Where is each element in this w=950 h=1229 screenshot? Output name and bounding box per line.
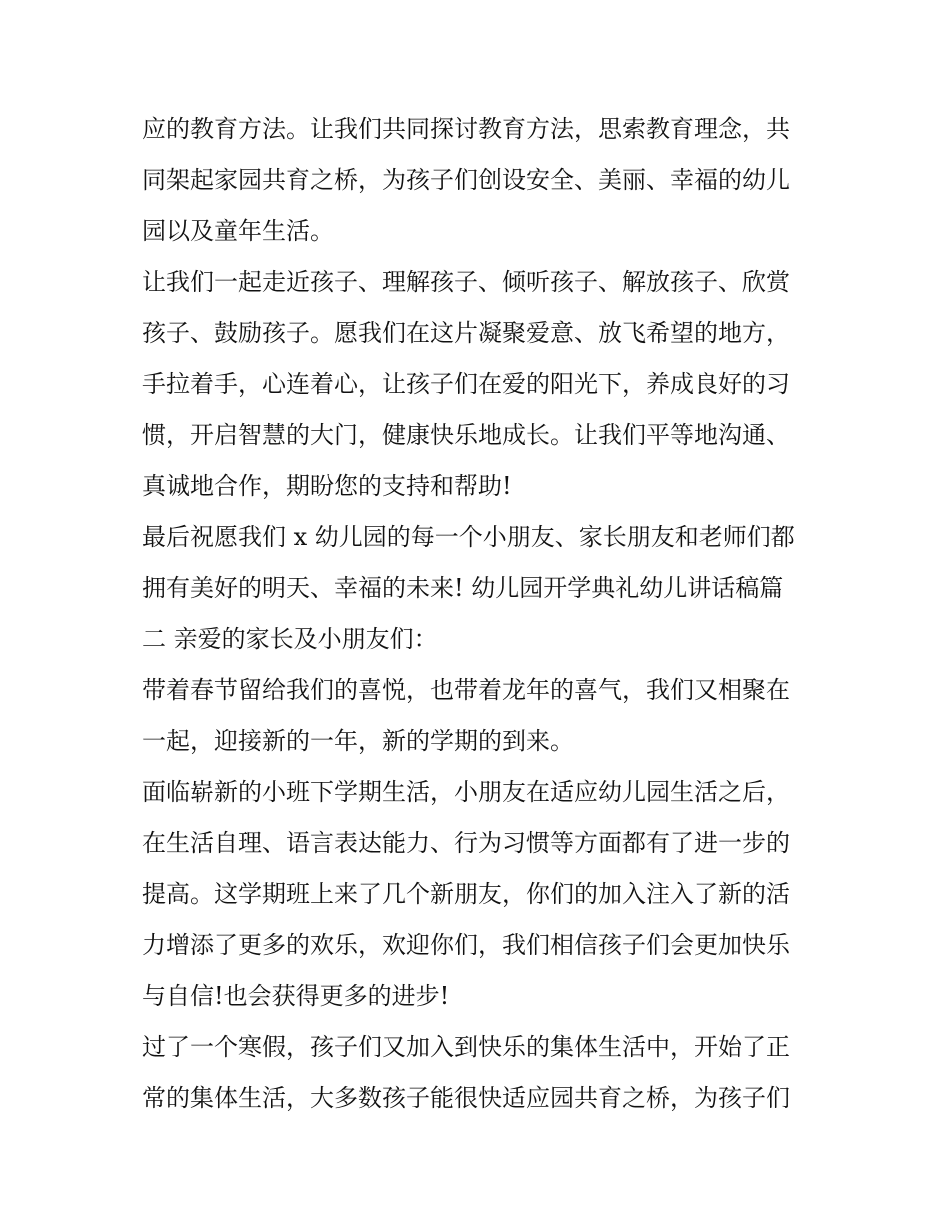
text-line-4: 让我们一起走近孩子、理解孩子、倾听孩子、解放孩子、欣赏 [142,268,790,296]
text-line-5: 孩子、鼓励孩子。愿我们在这片凝聚爱意、放飞希望的地方， [142,319,790,347]
text-line-12: 带着春节留给我们的喜悦，也带着龙年的喜气，我们又相聚在 [142,676,790,704]
text-line-10: 拥有美好的明天、幸福的未来! 幼儿园开学典礼幼儿讲话稿篇 [142,574,784,602]
text-line-15: 在生活自理、语言表达能力、行为习惯等方面都有了进一步的 [142,829,790,857]
text-line-7: 惯，开启智慧的大门，健康快乐地成长。让我们平等地沟通、 [142,421,790,449]
text-line-6: 手拉着手，心连着心，让孩子们在爱的阳光下，养成良好的习 [142,370,790,398]
text-line-13: 一起，迎接新的一年，新的学期的到来。 [142,727,574,755]
text-line-17: 力增添了更多的欢乐，欢迎你们，我们相信孩子们会更加快乐 [142,931,790,959]
text-line-11: 二 亲爱的家长及小朋友们： [142,625,438,653]
text-line-2: 同架起家园共育之桥，为孩子们创设安全、美丽、幸福的幼儿 [142,166,790,194]
text-line-1: 应的教育方法。让我们共同探讨教育方法，思索教育理念，共 [142,115,790,143]
text-line-19: 过了一个寒假，孩子们又加入到快乐的集体生活中，开始了正 [142,1033,790,1061]
text-line-18: 与自信!也会获得更多的进步! [142,982,450,1010]
text-line-14: 面临崭新的小班下学期生活，小朋友在适应幼儿园生活之后， [142,778,790,806]
text-line-20: 常的集体生活，大多数孩子能很快适应园共育之桥，为孩子们 [142,1084,790,1112]
document-body [142,104,822,1124]
text-line-9: 最后祝愿我们 x 幼儿园的每一个小朋友、家长朋友和老师们都 [142,523,795,551]
text-line-3: 园以及童年生活。 [142,217,334,245]
text-line-16: 提高。这学期班上来了几个新朋友，你们的加入注入了新的活 [142,880,790,908]
text-line-8: 真诚地合作，期盼您的支持和帮助! [142,472,512,500]
